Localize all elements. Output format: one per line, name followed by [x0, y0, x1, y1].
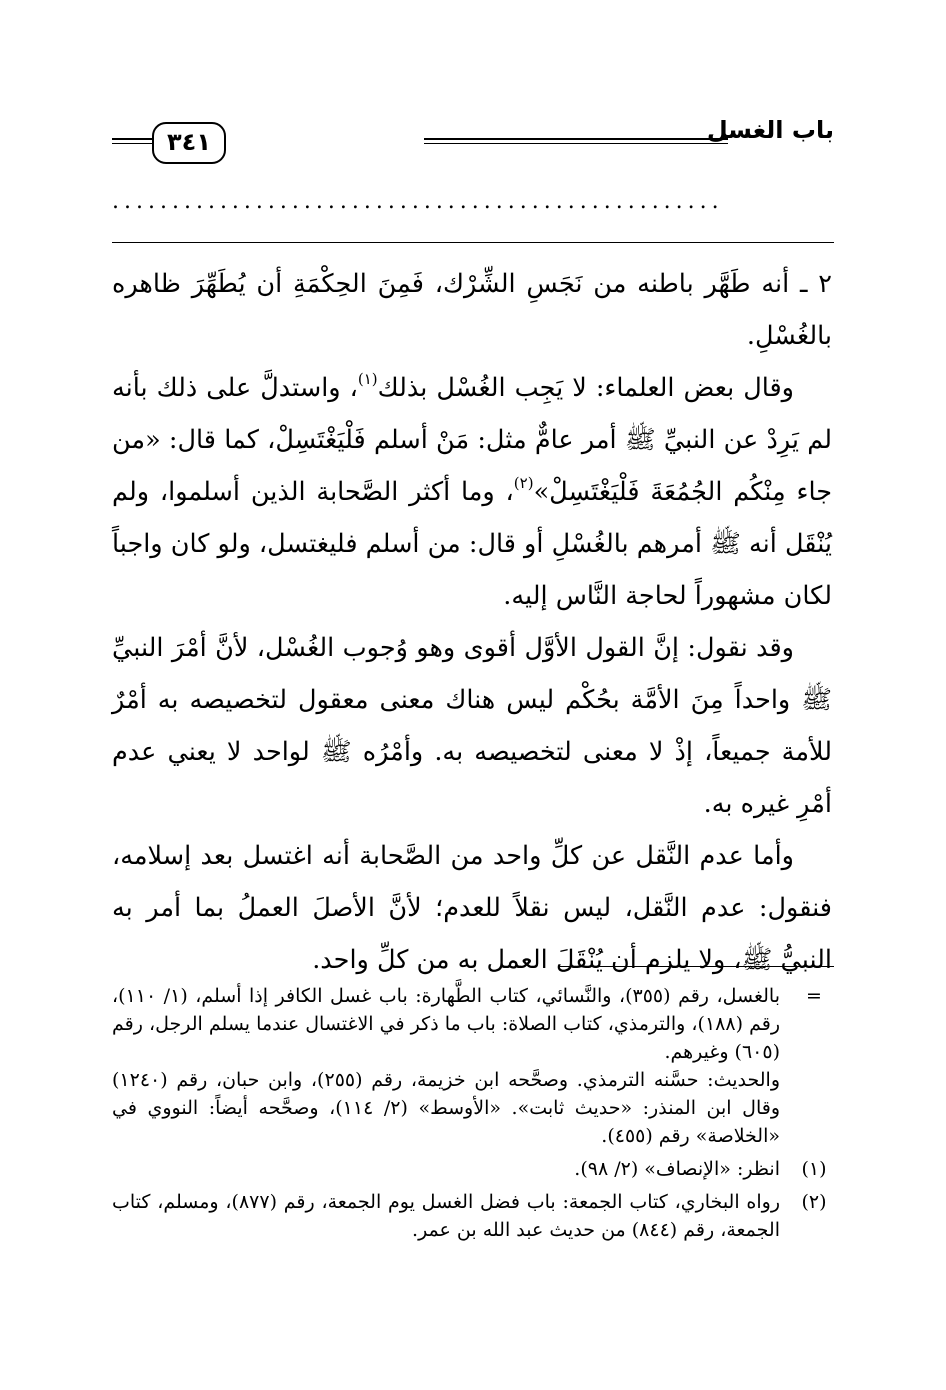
footnote-2 — [112, 1188, 834, 1244]
paragraph-1: ٢ ـ أنه طَهَّر باطنه من نَجَسِ الشِّرْك، فَمِنَ الحِكْمَةِ أن يُطَهِّرَ ظاهره بالغُسْلِ. — [112, 269, 832, 351]
paragraph-4: وأما عدم النَّقل عن كلِّ واحد من الصَّحابة أنه اغتسل بعد إسلامه، فنقول: عدم النَّقل، ليس نقلاً للعدم؛ لأنَّ الأصلَ العملُ بما أمر به النبيُّ ﷺ، ولا يلزم أن يُنْقَلَ العمل به من كلِّ واحد. — [112, 841, 832, 975]
footnote-marker: (٢) — [801, 1191, 827, 1213]
paragraph-2 — [112, 362, 832, 622]
paragraph-2-text: ، وما أكثر الصَّحابة الذين أسلموا، ولم يُنْقَل أنه ﷺ أمرهم بالغُسْلِ أو قال: من أسلم فليغتسل، ولو كان واجباً لكان مشهوراً لحاجة النَّاس إليه. — [112, 477, 832, 611]
main-text — [112, 258, 832, 986]
footnote-text: بالغسل، رقم (٣٥٥)، والنَّسائي، كتاب الطَّهارة: باب غسل الكافر إذا أسلم، (١/ ١١٠)، رقم (١٨٨)، والترمذي، كتاب الصلاة: باب ما ذكر في الاغتسال عندما يسلم الرجل، رقم (٦٠٥) وغيرهم. — [112, 985, 780, 1063]
footnote-text: والحديث: حسَّنه الترمذي. وصحَّحه ابن خزيمة، رقم (٢٥٥)، وابن حبان، رقم (١٢٤٠) وقال ابن المنذر: «حديث ثابت». «الأوسط» (٢/ ١١٤)، وصحَّحه أيضاً: النووي في «الخلاصة» رقم (٤٥٥). — [112, 1069, 781, 1147]
footnote-continued — [112, 982, 834, 1150]
paragraph-2-text: وقال بعض العلماء: لا يَجِب الغُسْل بذلك — [377, 373, 794, 403]
footnote-separator — [560, 966, 834, 967]
footnotes — [112, 982, 834, 1249]
footnote-text: رواه البخاري، كتاب الجمعة: باب فضل الغسل يوم الجمعة، رقم (٨٧٧)، ومسلم، كتاب الجمعة، رقم (٨٤٤) من حديث عبد الله بن عمر. — [112, 1191, 780, 1241]
footnote-ref-2[interactable]: (٢) — [513, 474, 534, 492]
header-rule — [112, 138, 152, 140]
footnote-marker: = — [806, 985, 822, 1007]
footnote-ref-1[interactable]: (١) — [357, 370, 378, 388]
header-rule — [424, 138, 728, 140]
paragraph-3: وقد نقول: إنَّ القول الأوَّل أقوى وهو وُجوب الغُسْل، لأنَّ أمْرَ النبيِّ ﷺ واحداً مِنَ الأمَّة بحُكْم ليس هناك معنى معقول لتخصيصه به أمْرٌ للأمة جميعاً، إذْ لا معنى لتخصيصه به. وأمْرُه ﷺ لواحد لا يعني عدم أمْرِ غيره به. — [112, 633, 832, 819]
page-number: ٣٤١ — [152, 122, 226, 164]
dotted-separator: ................................................... — [112, 190, 724, 214]
header-rule — [424, 143, 728, 144]
footnote-1 — [112, 1155, 834, 1183]
paragraph-2-text: ، واستدلَّ على ذلك بأنه لم يَرِدْ عن النبيِّ ﷺ أمر عامٌّ مثل: مَنْ أسلم فَلْيَغْتَسِلْ، كما قال: «من جاء مِنْكُم الجُمُعَةَ فَلْيَغْتَسِلْ» — [112, 373, 832, 507]
running-header — [112, 110, 834, 160]
footnote-text: انظر: «الإنصاف» (٢/ ٩٨). — [574, 1158, 780, 1180]
footnote-marker: (١) — [801, 1158, 827, 1180]
header-rule — [112, 143, 152, 144]
chapter-title: باب الغسل — [706, 116, 834, 144]
top-rule — [112, 242, 834, 243]
